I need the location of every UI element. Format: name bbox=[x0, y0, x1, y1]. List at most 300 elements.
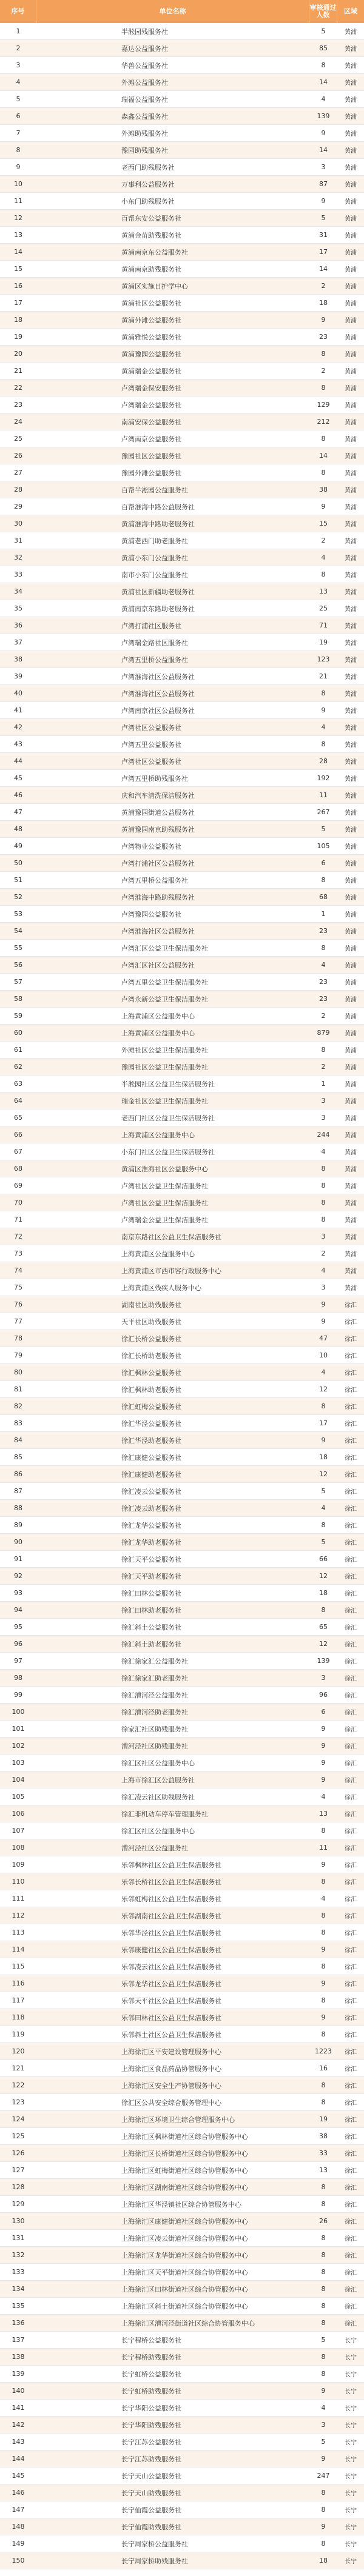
cell-index: 39 bbox=[14, 672, 22, 680]
cell-index: 122 bbox=[12, 2081, 25, 2089]
cell-district: 黄浦 bbox=[345, 114, 357, 121]
cell-approved-count: 26 bbox=[319, 2217, 328, 2225]
cell-unit-name: 上海徐汇区安全生产协管服务中心 bbox=[121, 2081, 221, 2090]
table-row bbox=[0, 2128, 364, 2145]
cell-approved-count: 1 bbox=[321, 910, 326, 918]
table-row bbox=[0, 261, 364, 278]
table-row bbox=[0, 617, 364, 634]
cell-index: 148 bbox=[12, 2523, 25, 2531]
table-row bbox=[0, 600, 364, 617]
cell-index: 71 bbox=[14, 1216, 22, 1223]
table-row bbox=[0, 753, 364, 770]
table-row bbox=[0, 430, 364, 447]
cell-district: 黄浦 bbox=[345, 674, 357, 681]
cell-district: 徐汇 bbox=[345, 1540, 357, 1547]
table-row bbox=[0, 2366, 364, 2383]
cell-district: 黄浦 bbox=[345, 827, 357, 834]
table-row bbox=[0, 1160, 364, 1177]
cell-approved-count: 8 bbox=[321, 2489, 326, 2497]
cell-district: 徐汇 bbox=[345, 2049, 357, 2056]
table-row bbox=[0, 1500, 364, 1517]
cell-district: 徐汇 bbox=[345, 1981, 357, 1988]
cell-unit-name: 卢湾豫园公益服务社 bbox=[121, 910, 181, 918]
table-row bbox=[0, 1398, 364, 1415]
cell-unit-name: 徐汇凌云助老服务社 bbox=[121, 1504, 181, 1513]
cell-approved-count: 5 bbox=[321, 214, 326, 222]
table-row bbox=[0, 1958, 364, 1975]
cell-approved-count: 8 bbox=[321, 876, 326, 884]
cell-index: 7 bbox=[16, 129, 21, 137]
table-row bbox=[0, 2332, 364, 2349]
table-row bbox=[0, 1042, 364, 1059]
table-row bbox=[0, 396, 364, 413]
cell-index: 132 bbox=[12, 2251, 25, 2259]
cell-district: 徐汇 bbox=[345, 2185, 357, 2192]
table-row bbox=[0, 1992, 364, 2009]
cell-index: 1 bbox=[16, 27, 21, 35]
cell-approved-count: 4 bbox=[321, 1504, 326, 1512]
cell-approved-count: 3 bbox=[321, 1097, 326, 1105]
cell-unit-name: 乐邻华泾社区公益卫生保洁服务社 bbox=[121, 1929, 221, 1937]
cell-district: 黄浦 bbox=[345, 623, 357, 630]
cell-district: 长宁 bbox=[345, 2440, 357, 2446]
cell-approved-count: 8 bbox=[321, 435, 326, 443]
table-row bbox=[0, 2298, 364, 2315]
cell-district: 黄浦 bbox=[345, 810, 357, 817]
cell-unit-name: 徐汇徐家汇助老服务社 bbox=[121, 1674, 188, 1682]
cell-index: 42 bbox=[14, 723, 22, 731]
cell-unit-name: 黄浦豫园街道公益服务社 bbox=[121, 808, 195, 817]
cell-district: 黄浦 bbox=[345, 165, 357, 172]
table-row bbox=[0, 1856, 364, 1873]
cell-district: 徐汇 bbox=[345, 1353, 357, 1360]
cell-approved-count: 8 bbox=[321, 2353, 326, 2361]
cell-unit-name: 上海徐汇区虹梅街道社区综合协管服务中心 bbox=[121, 2166, 248, 2175]
cell-approved-count: 192 bbox=[317, 774, 330, 782]
cell-index: 9 bbox=[16, 163, 21, 171]
cell-approved-count: 4 bbox=[321, 2404, 326, 2412]
cell-unit-name: 长宁程桥公益服务社 bbox=[121, 2336, 181, 2344]
table-row bbox=[0, 1704, 364, 1721]
cell-index: 114 bbox=[12, 1945, 25, 1953]
cell-district: 徐汇 bbox=[345, 1455, 357, 1462]
table-row bbox=[0, 1076, 364, 1092]
cell-index: 110 bbox=[12, 1878, 25, 1885]
cell-district: 黄浦 bbox=[345, 1234, 357, 1241]
cell-district: 徐汇 bbox=[345, 1625, 357, 1631]
table-row bbox=[0, 770, 364, 787]
cell-index: 66 bbox=[14, 1131, 22, 1139]
cell-approved-count: 2 bbox=[321, 1250, 326, 1257]
cell-index: 47 bbox=[14, 808, 22, 816]
cell-index: 130 bbox=[12, 2217, 25, 2225]
table-row bbox=[0, 2094, 364, 2111]
table-row bbox=[0, 2417, 364, 2434]
cell-approved-count: 8 bbox=[321, 1199, 326, 1206]
cell-index: 60 bbox=[14, 1029, 22, 1037]
cell-unit-name: 黄浦南京助残服务社 bbox=[121, 265, 181, 273]
table-row bbox=[0, 685, 364, 702]
cell-district: 徐汇 bbox=[345, 2083, 357, 2090]
cell-approved-count: 8 bbox=[321, 2098, 326, 2106]
cell-index: 43 bbox=[14, 740, 22, 748]
cell-approved-count: 23 bbox=[319, 978, 328, 986]
table-row bbox=[0, 957, 364, 974]
cell-unit-name: 徐家汇社区助残服务社 bbox=[121, 1725, 188, 1733]
cell-approved-count: 8 bbox=[321, 2285, 326, 2293]
cell-approved-count: 25 bbox=[319, 604, 328, 612]
table-row bbox=[0, 2349, 364, 2366]
cell-approved-count: 66 bbox=[319, 1555, 328, 1563]
cell-approved-count: 19 bbox=[319, 2115, 328, 2123]
cell-approved-count: 8 bbox=[321, 944, 326, 952]
cell-approved-count: 87 bbox=[319, 180, 328, 188]
cell-district: 徐汇 bbox=[345, 2168, 357, 2175]
cell-unit-name: 庆和汽车清洗保洁服务社 bbox=[121, 791, 195, 800]
table-row bbox=[0, 2484, 364, 2501]
cell-unit-name: 上海黄浦区公益服务中心 bbox=[121, 1131, 195, 1139]
table-row bbox=[0, 1245, 364, 1262]
table-row bbox=[0, 838, 364, 855]
cell-unit-name: 卢湾瑞金公益服务社 bbox=[121, 401, 181, 409]
cell-district: 徐汇 bbox=[345, 1472, 357, 1479]
cell-index: 15 bbox=[14, 265, 22, 273]
cell-index: 34 bbox=[14, 587, 22, 595]
cell-approved-count: 8 bbox=[321, 2540, 326, 2548]
cell-approved-count: 18 bbox=[319, 299, 328, 307]
cell-index: 41 bbox=[14, 706, 22, 714]
cell-approved-count: 8 bbox=[321, 740, 326, 748]
cell-district: 黄浦 bbox=[345, 216, 357, 222]
cell-unit-name: 长宁虹桥助残服务社 bbox=[121, 2387, 181, 2395]
cell-approved-count: 879 bbox=[317, 1029, 330, 1037]
cell-unit-name: 上海黄浦区市西市容行政服务中心 bbox=[121, 1266, 221, 1275]
cell-approved-count: 12 bbox=[319, 1640, 328, 1648]
cell-district: 徐汇 bbox=[345, 1828, 357, 1835]
cell-index: 78 bbox=[14, 1334, 22, 1342]
cell-district: 黄浦 bbox=[345, 657, 357, 664]
cell-unit-name: 卢湾瑞金保安服务社 bbox=[121, 384, 181, 392]
cell-index: 105 bbox=[12, 1793, 25, 1801]
table-row bbox=[0, 481, 364, 498]
cell-approved-count: 2 bbox=[321, 367, 326, 375]
cell-unit-name: 长宁天山助残服务社 bbox=[121, 2489, 181, 2497]
cell-unit-name: 徐汇枫林公益服务社 bbox=[121, 1368, 181, 1377]
cell-approved-count: 8 bbox=[321, 1929, 326, 1936]
cell-approved-count: 16 bbox=[319, 2064, 328, 2072]
cell-unit-name: 黄浦淮海中路助老服务社 bbox=[121, 520, 195, 528]
cell-unit-name: 上海徐汇区枫林街道社区综合协管服务中心 bbox=[121, 2132, 248, 2141]
table-row bbox=[0, 2026, 364, 2043]
cell-index: 123 bbox=[12, 2098, 25, 2106]
cell-district: 徐汇 bbox=[345, 1710, 357, 1716]
cell-index: 5 bbox=[16, 95, 21, 103]
cell-district: 徐汇 bbox=[345, 1421, 357, 1428]
cell-unit-name: 外滩助残服务社 bbox=[121, 129, 168, 138]
table-row bbox=[0, 2179, 364, 2196]
cell-approved-count: 9 bbox=[321, 1725, 326, 1733]
cell-approved-count: 8 bbox=[321, 61, 326, 69]
cell-district: 黄浦 bbox=[345, 250, 357, 256]
cell-approved-count: 12 bbox=[319, 1572, 328, 1580]
cell-unit-name: 徐汇凌云公益服务社 bbox=[121, 1487, 181, 1496]
cell-index: 80 bbox=[14, 1368, 22, 1376]
cell-district: 黄浦 bbox=[345, 725, 357, 732]
cell-approved-count: 8 bbox=[321, 2268, 326, 2276]
cell-index: 125 bbox=[12, 2132, 25, 2140]
cell-district: 黄浦 bbox=[345, 1116, 357, 1122]
table-row bbox=[0, 498, 364, 515]
cell-district: 徐汇 bbox=[345, 2236, 357, 2243]
cell-district: 黄浦 bbox=[345, 318, 357, 324]
cell-unit-name: 上海徐汇区斜土街道社区综合协管服务中心 bbox=[121, 2302, 248, 2310]
table-row bbox=[0, 804, 364, 821]
cell-approved-count: 38 bbox=[319, 486, 328, 493]
cell-district: 黄浦 bbox=[345, 929, 357, 935]
cell-approved-count: 247 bbox=[317, 2472, 330, 2480]
cell-index: 101 bbox=[12, 1725, 25, 1733]
table-row bbox=[0, 413, 364, 430]
cell-index: 50 bbox=[14, 859, 22, 867]
cell-district: 长宁 bbox=[345, 2507, 357, 2514]
cell-unit-name: 徐汇斜土助老服务社 bbox=[121, 1640, 181, 1648]
cell-index: 23 bbox=[14, 401, 22, 409]
cell-index: 57 bbox=[14, 978, 22, 986]
cell-index: 73 bbox=[14, 1250, 22, 1257]
cell-district: 黄浦 bbox=[345, 844, 357, 851]
cell-district: 徐汇 bbox=[345, 1404, 357, 1411]
cell-approved-count: 9 bbox=[321, 1317, 326, 1325]
table-row bbox=[0, 2400, 364, 2417]
cell-index: 13 bbox=[14, 231, 22, 239]
table-row bbox=[0, 702, 364, 719]
cell-district: 黄浦 bbox=[345, 29, 357, 36]
cell-district: 黄浦 bbox=[345, 1268, 357, 1275]
cell-index: 14 bbox=[14, 248, 22, 256]
cell-unit-name: 百帮半淞园公益服务社 bbox=[121, 486, 188, 494]
cell-district: 黄浦 bbox=[345, 912, 357, 918]
table-row bbox=[0, 566, 364, 583]
cell-unit-name: 卢湾瑞金路社区服务社 bbox=[121, 638, 188, 647]
cell-unit-name: 黄浦雅悦公益服务社 bbox=[121, 333, 181, 341]
cell-unit-name: 徐汇天平助老服务社 bbox=[121, 1572, 181, 1581]
cell-district: 徐汇 bbox=[345, 2253, 357, 2260]
cell-unit-name: 黄浦金苗助残服务社 bbox=[121, 231, 181, 239]
cell-approved-count: 31 bbox=[319, 231, 328, 239]
cell-index: 67 bbox=[14, 1148, 22, 1156]
cell-district: 徐汇 bbox=[345, 2151, 357, 2158]
cell-approved-count: 18 bbox=[319, 2557, 328, 2564]
cell-index: 96 bbox=[14, 1640, 22, 1648]
table-row bbox=[0, 889, 364, 906]
cell-unit-name: 徐汇田林公益服务社 bbox=[121, 1589, 181, 1597]
cell-unit-name: 徐汇华泾助老服务社 bbox=[121, 1436, 181, 1445]
cell-district: 徐汇 bbox=[345, 1557, 357, 1564]
cell-unit-name: 华兽公益服务社 bbox=[121, 61, 168, 70]
cell-index: 38 bbox=[14, 655, 22, 663]
cell-approved-count: 8 bbox=[321, 1912, 326, 1919]
table-row bbox=[0, 1636, 364, 1653]
table-row bbox=[0, 2247, 364, 2264]
cell-district: 徐汇 bbox=[345, 1964, 357, 1971]
cell-unit-name: 南浦安保公益服务社 bbox=[121, 418, 181, 426]
cell-district: 徐汇 bbox=[345, 1862, 357, 1869]
cell-approved-count: 8 bbox=[321, 1827, 326, 1835]
table-row bbox=[0, 974, 364, 991]
cell-index: 106 bbox=[12, 1810, 25, 1818]
cell-district: 黄浦 bbox=[345, 1048, 357, 1054]
cell-district: 黄浦 bbox=[345, 997, 357, 1003]
cell-district: 黄浦 bbox=[345, 538, 357, 545]
cell-unit-name: 上海黄浦区公益服务中心 bbox=[121, 1250, 195, 1258]
cell-district: 黄浦 bbox=[345, 284, 357, 290]
cell-approved-count: 3 bbox=[321, 163, 326, 171]
cell-unit-name: 卢湾汇区社区公益服务社 bbox=[121, 961, 195, 969]
cell-district: 长宁 bbox=[345, 2524, 357, 2531]
cell-approved-count: 96 bbox=[319, 1691, 328, 1699]
cell-approved-count: 6 bbox=[321, 859, 326, 867]
cell-index: 90 bbox=[14, 1538, 22, 1546]
cell-index: 103 bbox=[12, 1759, 25, 1767]
cell-unit-name: 徐汇龙华助老服务社 bbox=[121, 1538, 181, 1547]
cell-index: 74 bbox=[14, 1266, 22, 1274]
cell-index: 21 bbox=[14, 367, 22, 375]
cell-unit-name: 乐邻田林社区公益卫生保洁服务社 bbox=[121, 2013, 221, 2022]
table-row bbox=[0, 1279, 364, 1296]
cell-approved-count: 21 bbox=[319, 672, 328, 680]
cell-district: 黄浦 bbox=[345, 759, 357, 766]
cell-unit-name: 乐邻斜土社区公益卫生保洁服务社 bbox=[121, 2030, 221, 2039]
cell-index: 113 bbox=[12, 1929, 25, 1936]
cell-approved-count: 13 bbox=[319, 2166, 328, 2174]
table-row bbox=[0, 447, 364, 464]
cell-index: 25 bbox=[14, 435, 22, 443]
cell-index: 65 bbox=[14, 1114, 22, 1122]
cell-unit-name: 徐汇天平公益服务社 bbox=[121, 1555, 181, 1564]
cell-index: 143 bbox=[12, 2438, 25, 2446]
cell-unit-name: 长宁华阳公益服务社 bbox=[121, 2404, 181, 2412]
cell-index: 150 bbox=[12, 2557, 25, 2564]
cell-district: 徐汇 bbox=[345, 2321, 357, 2327]
cell-approved-count: 8 bbox=[321, 1046, 326, 1054]
table-row bbox=[0, 736, 364, 753]
cell-district: 徐汇 bbox=[345, 1574, 357, 1581]
cell-index: 19 bbox=[14, 333, 22, 341]
cell-approved-count: 3 bbox=[321, 2421, 326, 2429]
table-row bbox=[0, 1296, 364, 1313]
cell-approved-count: 8 bbox=[321, 2183, 326, 2191]
cell-approved-count: 8 bbox=[321, 384, 326, 392]
cell-index: 44 bbox=[14, 757, 22, 765]
cell-district: 徐汇 bbox=[345, 1795, 357, 1801]
cell-district: 黄浦 bbox=[345, 504, 357, 511]
cell-unit-name: 黄浦区淮海社区公益服务中心 bbox=[121, 1165, 208, 1173]
cell-district: 长宁 bbox=[345, 2406, 357, 2412]
cell-district: 徐汇 bbox=[345, 1438, 357, 1445]
cell-index: 121 bbox=[12, 2064, 25, 2072]
cell-district: 徐汇 bbox=[345, 2117, 357, 2124]
cell-index: 27 bbox=[14, 469, 22, 477]
cell-unit-name: 上海徐汇区漕河泾街道社区综合协管服务中心 bbox=[121, 2319, 255, 2327]
cell-unit-name: 长宁江苏助残服务社 bbox=[121, 2455, 181, 2463]
cell-approved-count: 8 bbox=[321, 1521, 326, 1529]
table-row bbox=[0, 2518, 364, 2535]
cell-index: 142 bbox=[12, 2421, 25, 2429]
table-row bbox=[0, 312, 364, 329]
table-row bbox=[0, 2451, 364, 2467]
cell-district: 黄浦 bbox=[345, 691, 357, 698]
cell-index: 93 bbox=[14, 1589, 22, 1597]
cell-unit-name: 百帮淮海中路公益服务社 bbox=[121, 503, 195, 511]
cell-unit-name: 卢湾社区公益服务社 bbox=[121, 723, 181, 732]
cell-district: 长宁 bbox=[345, 2355, 357, 2361]
table-row bbox=[0, 2264, 364, 2281]
cell-unit-name: 万事利公益服务社 bbox=[121, 180, 175, 189]
cell-approved-count: 8 bbox=[321, 1216, 326, 1223]
cell-district: 徐汇 bbox=[345, 1896, 357, 1903]
cell-unit-name: 长宁江苏公益服务社 bbox=[121, 2438, 181, 2446]
cell-district: 黄浦 bbox=[345, 1166, 357, 1173]
cell-approved-count: 8 bbox=[321, 1996, 326, 2004]
cell-index: 17 bbox=[14, 299, 22, 307]
cell-unit-name: 卢湾汇区公益卫生保洁服务社 bbox=[121, 944, 208, 952]
table-row bbox=[0, 1687, 364, 1704]
cell-unit-name: 卢湾南京社区公益服务社 bbox=[121, 706, 195, 715]
cell-unit-name: 卢湾社区公益卫生保洁服务社 bbox=[121, 1182, 208, 1190]
cell-approved-count: 9 bbox=[321, 129, 326, 137]
cell-approved-count: 5 bbox=[321, 1487, 326, 1495]
cell-approved-count: 9 bbox=[321, 1300, 326, 1308]
cell-index: 72 bbox=[14, 1233, 22, 1240]
cell-index: 87 bbox=[14, 1487, 22, 1495]
cell-index: 76 bbox=[14, 1300, 22, 1308]
cell-district: 黄浦 bbox=[345, 1217, 357, 1224]
table-row bbox=[0, 1415, 364, 1432]
table-row bbox=[0, 1788, 364, 1805]
table-row bbox=[0, 464, 364, 481]
cell-index: 59 bbox=[14, 1012, 22, 1020]
table-row bbox=[0, 1873, 364, 1890]
cell-unit-name: 乐邻虹梅社区公益卫生保洁服务社 bbox=[121, 1895, 221, 1903]
cell-approved-count: 5 bbox=[321, 2336, 326, 2344]
table-row bbox=[0, 2077, 364, 2094]
cell-index: 109 bbox=[12, 1861, 25, 1868]
cell-index: 51 bbox=[14, 876, 22, 884]
table-row bbox=[0, 549, 364, 566]
table-row bbox=[0, 244, 364, 261]
cell-unit-name: 黄浦瑞金公益服务社 bbox=[121, 367, 181, 375]
cell-unit-name: 长宁仙霞助残服务社 bbox=[121, 2523, 181, 2531]
cell-approved-count: 3 bbox=[321, 1283, 326, 1291]
cell-district: 徐汇 bbox=[345, 1778, 357, 1784]
table-row bbox=[0, 193, 364, 210]
cell-district: 黄浦 bbox=[345, 1082, 357, 1088]
table-row bbox=[0, 2552, 364, 2569]
cell-unit-name: 徐汇非机动车停车管理服务社 bbox=[121, 1810, 208, 1818]
cell-unit-name: 乐邻天平社区公益卫生保洁服务社 bbox=[121, 1996, 221, 2005]
cell-approved-count: 129 bbox=[317, 401, 330, 409]
cell-unit-name: 徐汇区社区公益服务中心 bbox=[121, 1759, 195, 1767]
cell-unit-name: 卢湾五里桥助残服务社 bbox=[121, 774, 188, 783]
table-row bbox=[0, 295, 364, 312]
cell-approved-count: 19 bbox=[319, 638, 328, 646]
cell-approved-count: 8 bbox=[321, 2302, 326, 2310]
cell-district: 徐汇 bbox=[345, 1489, 357, 1496]
cell-approved-count: 38 bbox=[319, 2132, 328, 2140]
cell-district: 黄浦 bbox=[345, 420, 357, 426]
table-row bbox=[0, 1109, 364, 1126]
cell-district: 黄浦 bbox=[345, 148, 357, 155]
